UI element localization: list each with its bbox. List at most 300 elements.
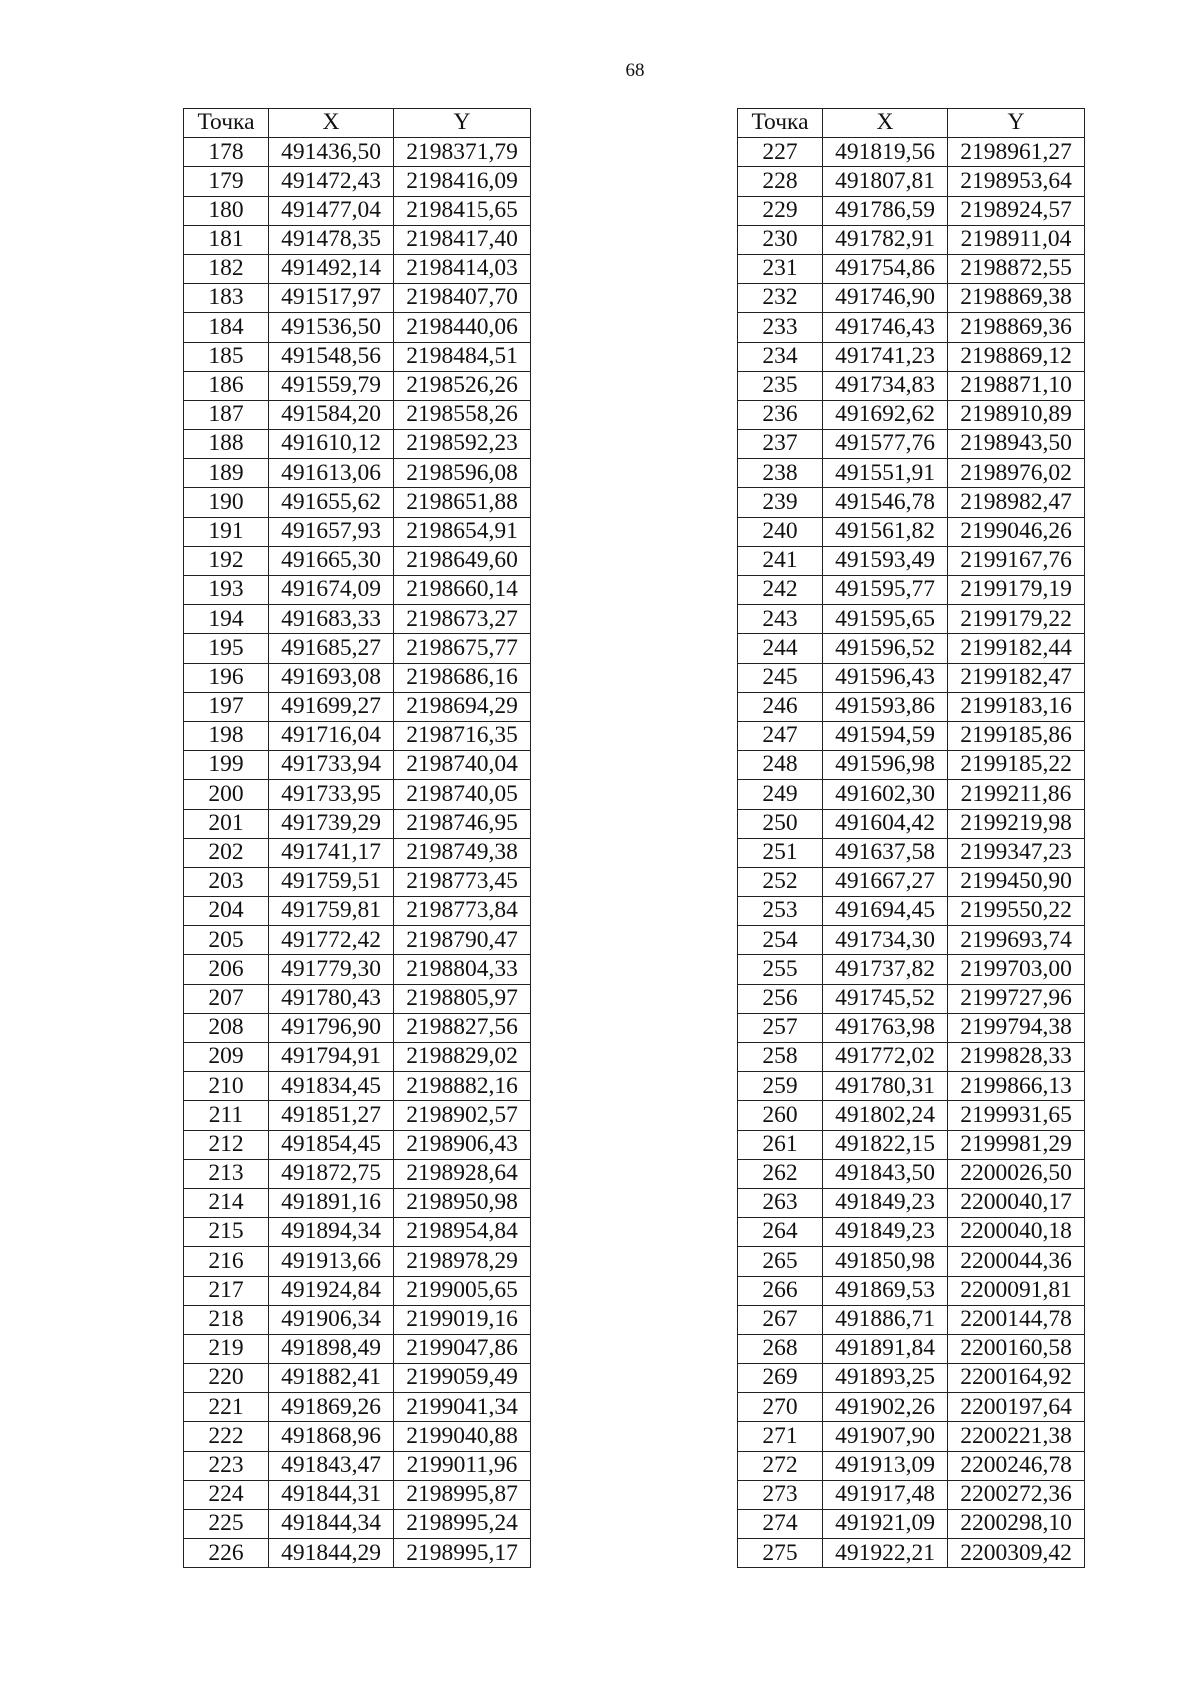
table-row bbox=[184, 751, 531, 780]
cell-x: 491734,83 bbox=[823, 371, 948, 400]
table-row bbox=[738, 663, 1085, 692]
cell-x: 491436,50 bbox=[269, 138, 394, 167]
table-row bbox=[738, 459, 1085, 488]
table-row bbox=[184, 1188, 531, 1217]
table-row bbox=[184, 1101, 531, 1130]
cell-x: 491685,27 bbox=[269, 634, 394, 663]
cell-x: 491577,76 bbox=[823, 430, 948, 459]
cell-y: 2198829,02 bbox=[394, 1043, 531, 1072]
cell-y: 2200298,10 bbox=[948, 1510, 1085, 1539]
cell-point: 233 bbox=[738, 313, 823, 342]
cell-x: 491872,75 bbox=[269, 1159, 394, 1188]
cell-x: 491733,95 bbox=[269, 780, 394, 809]
cell-x: 491844,34 bbox=[269, 1510, 394, 1539]
table-row bbox=[184, 634, 531, 663]
table-row bbox=[738, 517, 1085, 546]
table-row bbox=[738, 430, 1085, 459]
table-row bbox=[184, 1305, 531, 1334]
cell-point: 230 bbox=[738, 225, 823, 254]
cell-y: 2198872,55 bbox=[948, 254, 1085, 283]
cell-x: 491754,86 bbox=[823, 254, 948, 283]
cell-x: 491667,27 bbox=[823, 867, 948, 896]
cell-y: 2198995,17 bbox=[394, 1539, 531, 1568]
cell-point: 212 bbox=[184, 1130, 269, 1159]
table-row bbox=[738, 838, 1085, 867]
cell-x: 491596,52 bbox=[823, 634, 948, 663]
cell-x: 491674,09 bbox=[269, 576, 394, 605]
cell-y: 2199041,34 bbox=[394, 1393, 531, 1422]
cell-x: 491694,45 bbox=[823, 897, 948, 926]
table-row bbox=[184, 780, 531, 809]
cell-point: 189 bbox=[184, 459, 269, 488]
cell-x: 491759,81 bbox=[269, 897, 394, 926]
cell-point: 247 bbox=[738, 721, 823, 750]
cell-y: 2199931,65 bbox=[948, 1101, 1085, 1130]
cell-x: 491886,71 bbox=[823, 1305, 948, 1334]
table-row bbox=[184, 1451, 531, 1480]
cell-point: 241 bbox=[738, 546, 823, 575]
cell-x: 491665,30 bbox=[269, 546, 394, 575]
table-row bbox=[184, 1510, 531, 1539]
header-y: Y bbox=[394, 109, 531, 138]
cell-point: 252 bbox=[738, 867, 823, 896]
cell-point: 203 bbox=[184, 867, 269, 896]
cell-point: 215 bbox=[184, 1218, 269, 1247]
table-row bbox=[738, 751, 1085, 780]
cell-point: 255 bbox=[738, 955, 823, 984]
cell-x: 491561,82 bbox=[823, 517, 948, 546]
cell-point: 180 bbox=[184, 196, 269, 225]
table-row bbox=[738, 1188, 1085, 1217]
cell-y: 2199185,22 bbox=[948, 751, 1085, 780]
cell-point: 193 bbox=[184, 576, 269, 605]
cell-point: 257 bbox=[738, 1013, 823, 1042]
cell-y: 2198740,04 bbox=[394, 751, 531, 780]
cell-x: 491604,42 bbox=[823, 809, 948, 838]
cell-point: 200 bbox=[184, 780, 269, 809]
cell-x: 491834,45 bbox=[269, 1072, 394, 1101]
table-row bbox=[184, 1247, 531, 1276]
cell-point: 243 bbox=[738, 605, 823, 634]
table-row bbox=[738, 867, 1085, 896]
cell-y: 2199011,96 bbox=[394, 1451, 531, 1480]
header-x: X bbox=[823, 109, 948, 138]
cell-point: 216 bbox=[184, 1247, 269, 1276]
cell-x: 491779,30 bbox=[269, 955, 394, 984]
cell-x: 491593,86 bbox=[823, 692, 948, 721]
table-row bbox=[184, 663, 531, 692]
table-row bbox=[184, 430, 531, 459]
cell-y: 2198649,60 bbox=[394, 546, 531, 575]
cell-x: 491913,66 bbox=[269, 1247, 394, 1276]
table-row bbox=[184, 546, 531, 575]
table-row bbox=[184, 254, 531, 283]
cell-x: 491593,49 bbox=[823, 546, 948, 575]
cell-x: 491893,25 bbox=[823, 1364, 948, 1393]
cell-x: 491802,24 bbox=[823, 1101, 948, 1130]
table-row bbox=[184, 1422, 531, 1451]
cell-x: 491595,65 bbox=[823, 605, 948, 634]
cell-x: 491739,29 bbox=[269, 809, 394, 838]
cell-y: 2198440,06 bbox=[394, 313, 531, 342]
cell-point: 201 bbox=[184, 809, 269, 838]
cell-point: 202 bbox=[184, 838, 269, 867]
cell-point: 235 bbox=[738, 371, 823, 400]
table-row bbox=[184, 867, 531, 896]
cell-y: 2199828,33 bbox=[948, 1043, 1085, 1072]
cell-y: 2200221,38 bbox=[948, 1422, 1085, 1451]
cell-point: 211 bbox=[184, 1101, 269, 1130]
table-row bbox=[738, 780, 1085, 809]
cell-point: 219 bbox=[184, 1334, 269, 1363]
cell-point: 226 bbox=[184, 1539, 269, 1568]
cell-x: 491594,59 bbox=[823, 721, 948, 750]
table-header-row bbox=[184, 109, 531, 138]
cell-y: 2198982,47 bbox=[948, 488, 1085, 517]
table-row bbox=[738, 1247, 1085, 1276]
cell-y: 2198749,38 bbox=[394, 838, 531, 867]
cell-y: 2198950,98 bbox=[394, 1188, 531, 1217]
cell-y: 2200160,58 bbox=[948, 1334, 1085, 1363]
cell-y: 2198954,84 bbox=[394, 1218, 531, 1247]
cell-x: 491869,53 bbox=[823, 1276, 948, 1305]
cell-x: 491596,98 bbox=[823, 751, 948, 780]
table-row bbox=[184, 371, 531, 400]
cell-y: 2198740,05 bbox=[394, 780, 531, 809]
cell-x: 491922,21 bbox=[823, 1539, 948, 1568]
cell-x: 491716,04 bbox=[269, 721, 394, 750]
cell-x: 491843,50 bbox=[823, 1159, 948, 1188]
cell-x: 491786,59 bbox=[823, 196, 948, 225]
table-row bbox=[184, 138, 531, 167]
cell-y: 2199183,16 bbox=[948, 692, 1085, 721]
cell-point: 206 bbox=[184, 955, 269, 984]
table-row bbox=[184, 1159, 531, 1188]
table-row bbox=[738, 692, 1085, 721]
cell-y: 2198414,03 bbox=[394, 254, 531, 283]
table-row bbox=[738, 1480, 1085, 1509]
cell-y: 2198928,64 bbox=[394, 1159, 531, 1188]
cell-y: 2199019,16 bbox=[394, 1305, 531, 1334]
cell-point: 268 bbox=[738, 1334, 823, 1363]
table-row bbox=[184, 1539, 531, 1568]
cell-x: 491746,43 bbox=[823, 313, 948, 342]
cell-point: 262 bbox=[738, 1159, 823, 1188]
cell-x: 491849,23 bbox=[823, 1218, 948, 1247]
table-row bbox=[184, 1334, 531, 1363]
cell-x: 491844,29 bbox=[269, 1539, 394, 1568]
cell-y: 2198805,97 bbox=[394, 984, 531, 1013]
table-row bbox=[184, 576, 531, 605]
table-row bbox=[184, 1043, 531, 1072]
table-row bbox=[738, 576, 1085, 605]
cell-point: 267 bbox=[738, 1305, 823, 1334]
table-row bbox=[184, 167, 531, 196]
table-row bbox=[738, 313, 1085, 342]
page-number: 68 bbox=[625, 60, 645, 81]
cell-point: 195 bbox=[184, 634, 269, 663]
cell-point: 263 bbox=[738, 1188, 823, 1217]
cell-point: 224 bbox=[184, 1480, 269, 1509]
cell-y: 2199219,98 bbox=[948, 809, 1085, 838]
cell-x: 491844,31 bbox=[269, 1480, 394, 1509]
cell-point: 220 bbox=[184, 1364, 269, 1393]
cell-x: 491699,27 bbox=[269, 692, 394, 721]
cell-x: 491637,58 bbox=[823, 838, 948, 867]
table-row bbox=[738, 1334, 1085, 1363]
table-row bbox=[184, 897, 531, 926]
cell-point: 229 bbox=[738, 196, 823, 225]
cell-y: 2200044,36 bbox=[948, 1247, 1085, 1276]
cell-point: 191 bbox=[184, 517, 269, 546]
cell-point: 231 bbox=[738, 254, 823, 283]
cell-y: 2198910,89 bbox=[948, 400, 1085, 429]
cell-point: 214 bbox=[184, 1188, 269, 1217]
table-row bbox=[184, 984, 531, 1013]
cell-y: 2198882,16 bbox=[394, 1072, 531, 1101]
cell-y: 2199046,26 bbox=[948, 517, 1085, 546]
cell-x: 491843,47 bbox=[269, 1451, 394, 1480]
cell-x: 491913,09 bbox=[823, 1451, 948, 1480]
cell-x: 491807,81 bbox=[823, 167, 948, 196]
coordinates-table-right bbox=[737, 108, 1085, 1568]
table-row bbox=[184, 225, 531, 254]
cell-x: 491780,43 bbox=[269, 984, 394, 1013]
table-row bbox=[738, 1013, 1085, 1042]
cell-point: 217 bbox=[184, 1276, 269, 1305]
cell-x: 491796,90 bbox=[269, 1013, 394, 1042]
cell-y: 2199550,22 bbox=[948, 897, 1085, 926]
cell-x: 491868,96 bbox=[269, 1422, 394, 1451]
cell-point: 227 bbox=[738, 138, 823, 167]
cell-point: 253 bbox=[738, 897, 823, 926]
table-row bbox=[184, 1218, 531, 1247]
table-row bbox=[184, 1393, 531, 1422]
table-row bbox=[184, 605, 531, 634]
cell-point: 242 bbox=[738, 576, 823, 605]
cell-y: 2198869,12 bbox=[948, 342, 1085, 371]
cell-y: 2198484,51 bbox=[394, 342, 531, 371]
cell-x: 491745,52 bbox=[823, 984, 948, 1013]
cell-point: 194 bbox=[184, 605, 269, 634]
cell-point: 181 bbox=[184, 225, 269, 254]
cell-x: 491854,45 bbox=[269, 1130, 394, 1159]
cell-y: 2198906,43 bbox=[394, 1130, 531, 1159]
cell-point: 218 bbox=[184, 1305, 269, 1334]
cell-point: 237 bbox=[738, 430, 823, 459]
cell-y: 2198790,47 bbox=[394, 926, 531, 955]
table-row bbox=[738, 225, 1085, 254]
cell-y: 2198911,04 bbox=[948, 225, 1085, 254]
cell-y: 2198978,29 bbox=[394, 1247, 531, 1276]
table-row bbox=[738, 897, 1085, 926]
table-row bbox=[738, 1072, 1085, 1101]
cell-y: 2200144,78 bbox=[948, 1305, 1085, 1334]
cell-point: 236 bbox=[738, 400, 823, 429]
cell-point: 273 bbox=[738, 1480, 823, 1509]
cell-y: 2200272,36 bbox=[948, 1480, 1085, 1509]
cell-y: 2198558,26 bbox=[394, 400, 531, 429]
cell-y: 2199167,76 bbox=[948, 546, 1085, 575]
cell-y: 2198592,23 bbox=[394, 430, 531, 459]
cell-y: 2198371,79 bbox=[394, 138, 531, 167]
table-row bbox=[738, 955, 1085, 984]
cell-y: 2199450,90 bbox=[948, 867, 1085, 896]
cell-point: 275 bbox=[738, 1539, 823, 1568]
cell-y: 2198902,57 bbox=[394, 1101, 531, 1130]
cell-point: 269 bbox=[738, 1364, 823, 1393]
table-row bbox=[184, 1072, 531, 1101]
cell-y: 2198869,38 bbox=[948, 284, 1085, 313]
cell-y: 2198773,45 bbox=[394, 867, 531, 896]
cell-point: 248 bbox=[738, 751, 823, 780]
cell-x: 491655,62 bbox=[269, 488, 394, 517]
cell-y: 2199211,86 bbox=[948, 780, 1085, 809]
cell-x: 491869,26 bbox=[269, 1393, 394, 1422]
cell-x: 491559,79 bbox=[269, 371, 394, 400]
cell-y: 2199185,86 bbox=[948, 721, 1085, 750]
cell-x: 491794,91 bbox=[269, 1043, 394, 1072]
table-row bbox=[738, 1510, 1085, 1539]
cell-x: 491850,98 bbox=[823, 1247, 948, 1276]
table-row bbox=[738, 1130, 1085, 1159]
cell-point: 246 bbox=[738, 692, 823, 721]
cell-y: 2199693,74 bbox=[948, 926, 1085, 955]
table-row bbox=[184, 342, 531, 371]
cell-point: 184 bbox=[184, 313, 269, 342]
cell-point: 192 bbox=[184, 546, 269, 575]
cell-y: 2198596,08 bbox=[394, 459, 531, 488]
table-row bbox=[184, 838, 531, 867]
table-row bbox=[184, 459, 531, 488]
table-row bbox=[184, 488, 531, 517]
cell-x: 491584,20 bbox=[269, 400, 394, 429]
cell-x: 491692,62 bbox=[823, 400, 948, 429]
table-row bbox=[738, 1539, 1085, 1568]
header-point: Точка bbox=[738, 109, 823, 138]
cell-x: 491741,17 bbox=[269, 838, 394, 867]
cell-x: 491782,91 bbox=[823, 225, 948, 254]
cell-x: 491891,84 bbox=[823, 1334, 948, 1363]
table-row bbox=[184, 1130, 531, 1159]
cell-y: 2199182,44 bbox=[948, 634, 1085, 663]
cell-y: 2198871,10 bbox=[948, 371, 1085, 400]
table-row bbox=[184, 721, 531, 750]
table-row bbox=[738, 1451, 1085, 1480]
cell-x: 491683,33 bbox=[269, 605, 394, 634]
cell-point: 213 bbox=[184, 1159, 269, 1188]
cell-y: 2199179,19 bbox=[948, 576, 1085, 605]
cell-point: 232 bbox=[738, 284, 823, 313]
table-row bbox=[738, 984, 1085, 1013]
cell-y: 2199981,29 bbox=[948, 1130, 1085, 1159]
cell-y: 2198773,84 bbox=[394, 897, 531, 926]
table-row bbox=[738, 1364, 1085, 1393]
cell-x: 491472,43 bbox=[269, 167, 394, 196]
cell-y: 2198416,09 bbox=[394, 167, 531, 196]
cell-x: 491780,31 bbox=[823, 1072, 948, 1101]
cell-x: 491536,50 bbox=[269, 313, 394, 342]
cell-x: 491477,04 bbox=[269, 196, 394, 225]
table-row bbox=[738, 284, 1085, 313]
header-y: Y bbox=[948, 109, 1085, 138]
table-row bbox=[738, 721, 1085, 750]
cell-x: 491693,08 bbox=[269, 663, 394, 692]
cell-point: 208 bbox=[184, 1013, 269, 1042]
table-row bbox=[184, 692, 531, 721]
cell-y: 2198686,16 bbox=[394, 663, 531, 692]
table-row bbox=[184, 196, 531, 225]
table-row bbox=[738, 1276, 1085, 1305]
cell-y: 2200040,18 bbox=[948, 1218, 1085, 1247]
cell-y: 2198651,88 bbox=[394, 488, 531, 517]
cell-point: 274 bbox=[738, 1510, 823, 1539]
table-row bbox=[738, 342, 1085, 371]
cell-point: 223 bbox=[184, 1451, 269, 1480]
cell-x: 491492,14 bbox=[269, 254, 394, 283]
cell-x: 491822,15 bbox=[823, 1130, 948, 1159]
cell-point: 266 bbox=[738, 1276, 823, 1305]
cell-point: 270 bbox=[738, 1393, 823, 1422]
cell-x: 491907,90 bbox=[823, 1422, 948, 1451]
cell-y: 2200040,17 bbox=[948, 1188, 1085, 1217]
cell-x: 491517,97 bbox=[269, 284, 394, 313]
cell-x: 491737,82 bbox=[823, 955, 948, 984]
cell-y: 2200246,78 bbox=[948, 1451, 1085, 1480]
table-row bbox=[184, 1276, 531, 1305]
table-row bbox=[738, 167, 1085, 196]
table-row bbox=[738, 605, 1085, 634]
cell-point: 183 bbox=[184, 284, 269, 313]
table-header-row bbox=[738, 109, 1085, 138]
cell-point: 196 bbox=[184, 663, 269, 692]
cell-y: 2198869,36 bbox=[948, 313, 1085, 342]
cell-x: 491772,42 bbox=[269, 926, 394, 955]
table-row bbox=[738, 546, 1085, 575]
cell-point: 258 bbox=[738, 1043, 823, 1072]
table-row bbox=[738, 1101, 1085, 1130]
cell-x: 491924,84 bbox=[269, 1276, 394, 1305]
cell-x: 491849,23 bbox=[823, 1188, 948, 1217]
table-row bbox=[738, 196, 1085, 225]
cell-y: 2199347,23 bbox=[948, 838, 1085, 867]
cell-point: 179 bbox=[184, 167, 269, 196]
cell-point: 198 bbox=[184, 721, 269, 750]
cell-point: 185 bbox=[184, 342, 269, 371]
cell-x: 491902,26 bbox=[823, 1393, 948, 1422]
table-row bbox=[184, 284, 531, 313]
cell-y: 2199866,13 bbox=[948, 1072, 1085, 1101]
cell-point: 265 bbox=[738, 1247, 823, 1276]
cell-y: 2198827,56 bbox=[394, 1013, 531, 1042]
cell-x: 491613,06 bbox=[269, 459, 394, 488]
cell-y: 2198995,24 bbox=[394, 1510, 531, 1539]
table-row bbox=[738, 138, 1085, 167]
cell-point: 239 bbox=[738, 488, 823, 517]
cell-point: 207 bbox=[184, 984, 269, 1013]
cell-point: 197 bbox=[184, 692, 269, 721]
cell-point: 234 bbox=[738, 342, 823, 371]
cell-y: 2198673,27 bbox=[394, 605, 531, 634]
cell-x: 491551,91 bbox=[823, 459, 948, 488]
cell-y: 2199182,47 bbox=[948, 663, 1085, 692]
cell-point: 272 bbox=[738, 1451, 823, 1480]
cell-y: 2198716,35 bbox=[394, 721, 531, 750]
cell-x: 491763,98 bbox=[823, 1013, 948, 1042]
cell-x: 491894,34 bbox=[269, 1218, 394, 1247]
cell-x: 491746,90 bbox=[823, 284, 948, 313]
cell-point: 261 bbox=[738, 1130, 823, 1159]
